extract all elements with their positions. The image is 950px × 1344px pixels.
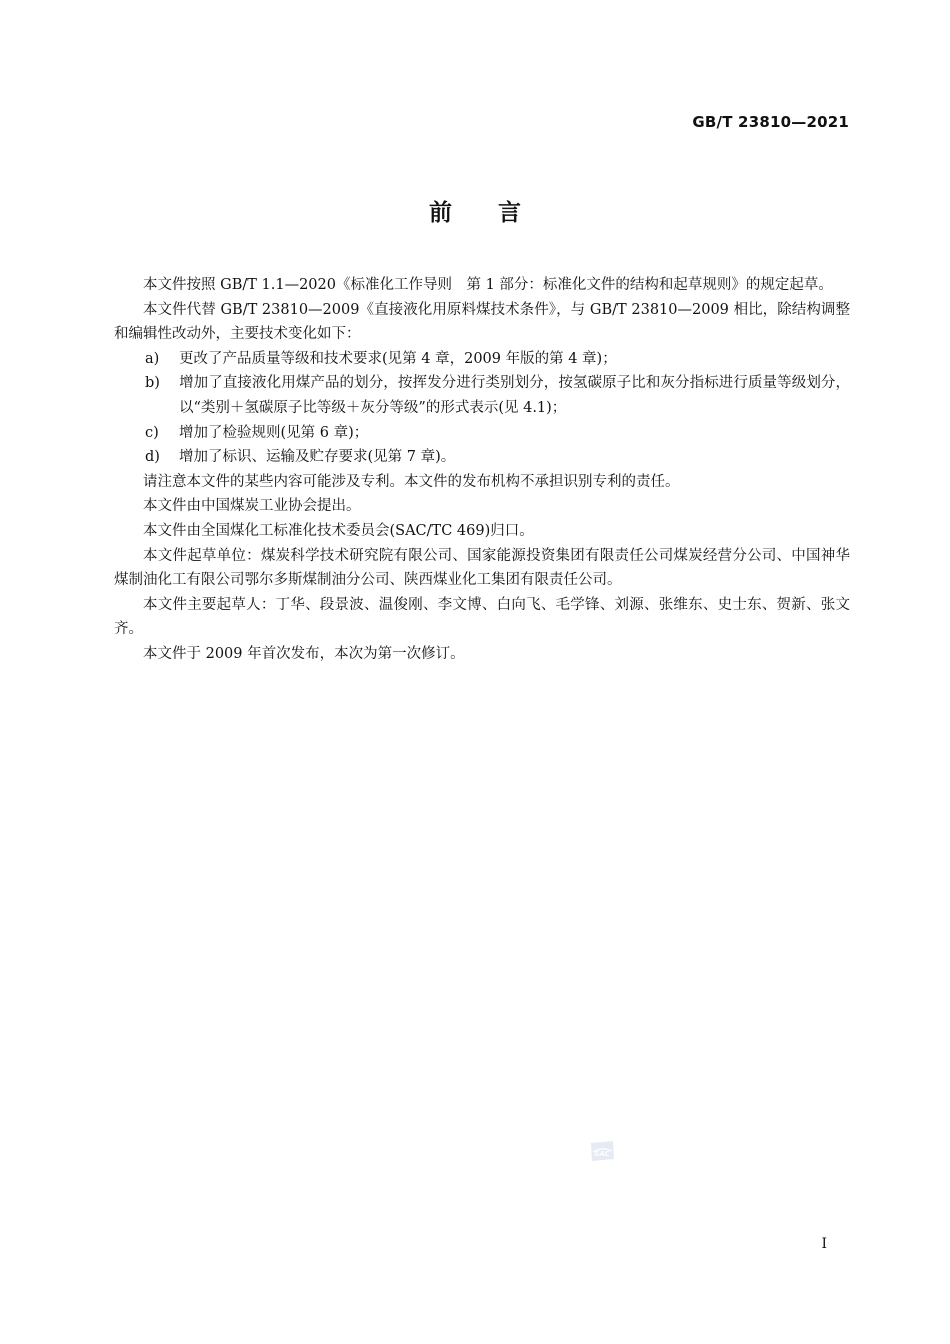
svg-text:SAC: SAC	[594, 1150, 610, 1158]
paragraph-drafters: 本文件主要起草人：丁华、段景波、温俊刚、李文博、白向飞、毛学锋、刘源、张维东、史士东、贺新、张文齐。	[114, 596, 850, 638]
page-number: I	[821, 1236, 827, 1252]
list-item-text: 增加了检验规则(见第 6 章)；	[179, 424, 369, 441]
page-title: 前言	[429, 200, 567, 226]
document-body	[114, 273, 850, 667]
list-item	[114, 421, 850, 446]
list-marker: a)	[145, 350, 160, 367]
list-item-text: 增加了直接液化用煤产品的划分，按挥发分进行类别划分，按氢碳原子比和灰分指标进行质量等级划分，以“类别＋氢碳原子比等级＋灰分等级”的形式表示(见 4.1)；	[179, 375, 850, 416]
list-item-text: 更改了产品质量等级和技术要求(见第 4 章，2009 年版的第 4 章)；	[179, 350, 617, 367]
paragraph-patent-notice: 请注意本文件的某些内容可能涉及专利。本文件的发布机构不承担识别专利的责任。	[143, 473, 680, 490]
list-item	[114, 347, 850, 372]
list-marker: b)	[145, 375, 160, 392]
sac-watermark-icon	[588, 1139, 616, 1163]
list-marker: d)	[145, 449, 160, 466]
standard-number: GB/T 23810—2021	[692, 113, 849, 131]
paragraph-drafting-rules: 本文件按照 GB/T 1.1—2020《标准化工作导则 第 1 部分：标准化文件的结构和起草规则》的规定起草。	[143, 277, 833, 293]
paragraph-proposer: 本文件由中国煤炭工业协会提出。	[143, 498, 361, 515]
paragraph-committee: 本文件由全国煤化工标准化技术委员会(SAC/TC 469)归口。	[143, 522, 534, 539]
list-marker: c)	[145, 424, 159, 441]
list-item	[114, 445, 850, 470]
paragraph-history: 本文件于 2009 年首次发布，本次为第一次修订。	[143, 645, 465, 662]
paragraph-replacement: 本文件代替 GB/T 23810—2009《直接液化用原料煤技术条件》，与 GB/T 23810—2009 相比，除结构调整和编辑性改动外，主要技术变化如下：	[114, 301, 850, 343]
list-item	[114, 371, 850, 420]
list-item-text: 增加了标识、运输及贮存要求(见第 7 章)。	[179, 449, 456, 466]
paragraph-drafting-units: 本文件起草单位：煤炭科学技术研究院有限公司、国家能源投资集团有限责任公司煤炭经营分公司、中国神华煤制油化工有限公司鄂尔多斯煤制油分公司、陕西煤业化工集团有限责任公司。	[114, 547, 850, 589]
